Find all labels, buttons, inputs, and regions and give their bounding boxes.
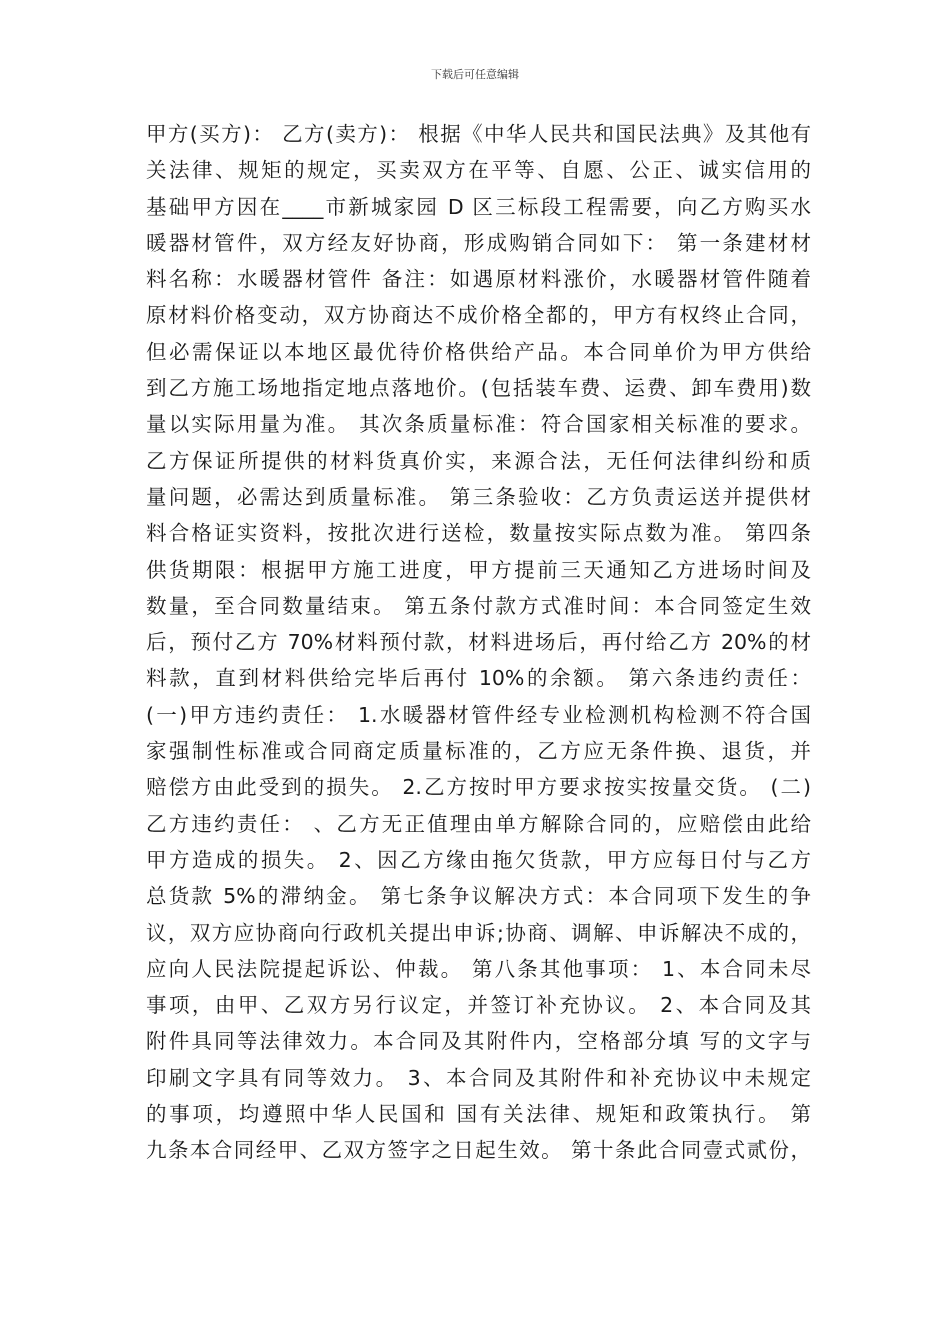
text-line: 暖器材管件，双方经友好协商，形成购销合同如下： 第一条建材材 <box>146 230 811 255</box>
text-line: 甲方(买方)： 乙方(卖方)： 根据《中华人民共和国民法典》及其他有 <box>146 122 811 146</box>
contract-body <box>146 116 811 1169</box>
text-line: 印刷文字具有同等效力。 3、本合同及其附件和补充协议中未规定 <box>146 1065 811 1090</box>
text-line: 事项，由甲、乙双方另行议定，并签订补充协议。 2、本合同及其 <box>146 993 811 1018</box>
text-line: 基础甲方因在____市新城家园 D 区三标段工程需要，向乙方购买水 <box>146 194 811 219</box>
text-line: 供货期限：根据甲方施工进度，甲方提前三天通知乙方进场时间及 <box>146 557 811 582</box>
text-line: 赔偿方由此受到的损失。 2.乙方按时甲方要求按实按量交货。 (二) <box>146 775 811 800</box>
text-line: 量问题，必需达到质量标准。 第三条验收：乙方负责运送并提供材 <box>146 484 811 509</box>
text-line: 九条本合同经甲、乙双方签字之日起生效。 第十条此合同壹式贰份， <box>146 1138 811 1163</box>
text-line: 家强制性标准或合同商定质量标准的，乙方应无条件换、退货，并 <box>146 739 811 764</box>
text-line: 数量，至合同数量结束。 第五条付款方式准时间：本合同签定生效 <box>146 593 811 618</box>
text-line: 甲方造成的损失。 2、因乙方缘由拖欠货款，甲方应每日付与乙方 <box>146 847 811 872</box>
page-header: 下载后可任意编辑 <box>431 68 519 81</box>
text-line: 附件具同等法律效力。本合同及其附件内，空格部分填 写的文字与 <box>146 1029 811 1054</box>
text-line: 原材料价格变动，双方协商达不成价格全都的，甲方有权终止合同， <box>146 303 811 328</box>
text-line: 总货款 5%的滞纳金。 第七条争议解决方式：本合同项下发生的争 <box>146 884 811 909</box>
text-line: 料名称：水暖器材管件 备注：如遇原材料涨价，水暖器材管件随着 <box>146 267 811 292</box>
text-line: 料款，直到材料供给完毕后再付 10%的余额。 第六条违约责任： <box>146 666 811 691</box>
text-line: 的事项，均遵照中华人民国和 国有关法律、规矩和政策执行。 第 <box>146 1102 811 1127</box>
text-line: 后，预付乙方 70%材料预付款，材料进场后，再付给乙方 20%的材 <box>146 630 811 655</box>
text-line: (一)甲方违约责任： 1.水暖器材管件经专业检测机构检测不符合国 <box>146 702 811 727</box>
text-line: 到乙方施工场地指定地点落地价。(包括装车费、运费、卸车费用)数 <box>146 376 811 401</box>
text-line: 但必需保证以本地区最优待价格供给产品。本合同单价为甲方供给 <box>146 339 811 364</box>
text-line: 乙方保证所提供的材料货真价实，来源合法，无任何法律纠纷和质 <box>146 448 811 473</box>
text-line: 乙方违约责任： 、乙方无正值理由单方解除合同的，应赔偿由此给 <box>146 811 811 836</box>
text-line: 料合格证实资料，按批次进行送检，数量按实际点数为准。 第四条 <box>146 521 811 546</box>
text-line: 量以实际用量为准。 其次条质量标准：符合国家相关标准的要求。 <box>146 412 811 437</box>
text-line: 应向人民法院提起诉讼、仲裁。 第八条其他事项： 1、本合同未尽 <box>146 956 811 981</box>
text-line: 议，双方应协商向行政机关提出申诉;协商、调解、申诉解决不成的， <box>146 920 811 945</box>
text-line: 关法律、规矩的规定，买卖双方在平等、自愿、公正、诚实信用的 <box>146 158 811 183</box>
